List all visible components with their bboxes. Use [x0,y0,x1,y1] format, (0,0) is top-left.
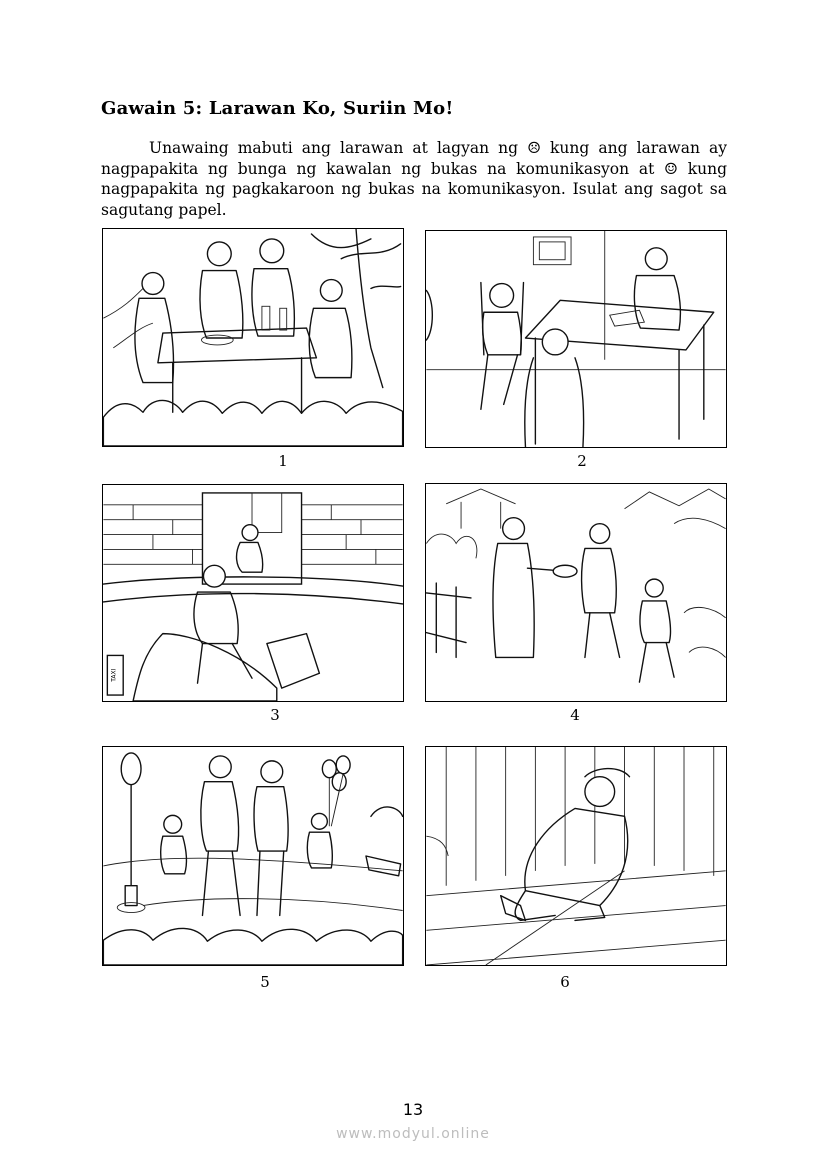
watermark: www.modyul.online [336,1126,490,1142]
activity-title: Gawain 5: Larawan Ko, Suriin Mo! [101,98,454,119]
taxi-sign: TAXI [110,668,118,682]
instructions-text: Unawaing mabuti ang larawan at lagyan ng ☹ kung ang larawan ay nagpapakita ng bunga ng kawalan ng bukas na komunikasyon at ☺ kung nagpapakita ng pagkakaroon ng bukas na komunikasyon. Isulat ang sagot sa sagutang papel. [101,139,727,219]
picture-1-drawing [103,229,403,446]
picture-6-drawing [426,747,726,965]
picture-5-number: 5 [260,973,270,991]
picture-5 [102,746,404,966]
activity-instructions [101,138,727,220]
page-number: 13 [402,1100,424,1119]
picture-2-drawing [426,231,726,447]
picture-1-number: 1 [278,452,288,470]
picture-6-number: 6 [560,973,570,991]
picture-4-number: 4 [570,706,580,724]
picture-3-drawing [103,485,403,701]
picture-4-drawing [426,484,726,701]
picture-6 [425,746,727,966]
picture-2 [425,230,727,448]
picture-3-number: 3 [270,706,280,724]
picture-5-drawing [103,747,403,965]
picture-1 [102,228,404,447]
picture-2-number: 2 [577,452,587,470]
picture-3 [102,484,404,702]
picture-4 [425,483,727,702]
